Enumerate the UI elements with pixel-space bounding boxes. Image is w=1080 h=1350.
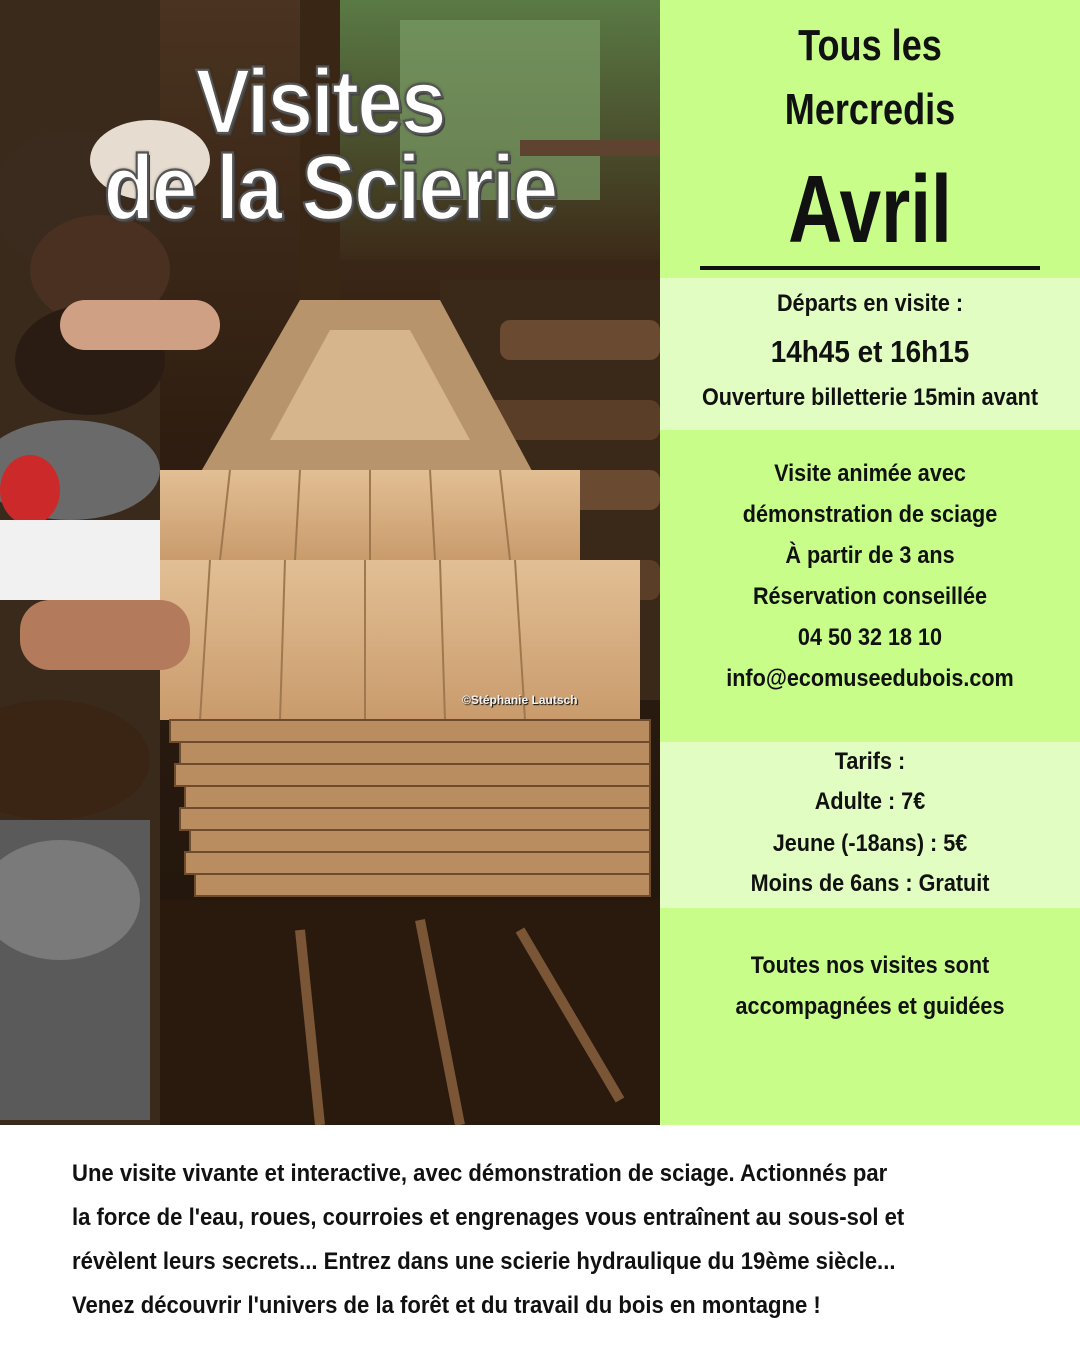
phone-number[interactable]: 04 50 32 18 10 <box>797 624 943 651</box>
footer-line2: la force de l'eau, roues, courroies et engrenages vous entraînent au sous-sol et <box>72 1204 905 1231</box>
visit-description-line2: démonstration de sciage <box>742 501 998 528</box>
departure-times: 14h45 et 16h15 <box>770 334 970 369</box>
booking-advice: Réservation conseillée <box>752 583 988 610</box>
ticket-office-note: Ouverture billetterie 15min avant <box>701 384 1039 411</box>
price-child: Moins de 6ans : Gratuit <box>750 870 990 897</box>
footer-line1: Une visite vivante et interactive, avec démonstration de sciage. Actionnés par <box>72 1160 888 1187</box>
schedule-line1: Tous les <box>798 21 942 70</box>
visit-description-line1: Visite animée avec <box>774 460 966 487</box>
price-youth: Jeune (-18ans) : 5€ <box>772 830 968 857</box>
event-title <box>0 51 660 240</box>
departures-label: Départs en visite : <box>776 290 964 317</box>
prices-label: Tarifs : <box>834 748 906 775</box>
month-heading: Avril <box>788 156 952 263</box>
price-adult: Adulte : 7€ <box>814 788 926 815</box>
event-title-line2: de la Scierie <box>103 137 557 240</box>
prices-section <box>660 742 1080 908</box>
photo-credit: ©Stéphanie Lautsch <box>462 693 578 707</box>
contact-email[interactable]: info@ecomuseedubois.com <box>726 665 1014 692</box>
schedule-line2: Mercredis <box>784 85 956 134</box>
departures-section <box>660 278 1080 430</box>
event-title-line1: Visites <box>195 51 445 154</box>
info-panel <box>660 0 1080 1125</box>
divider <box>700 266 1040 270</box>
footer-line3: révèlent leurs secrets... Entrez dans une scierie hydraulique du 19ème siècle... <box>72 1248 896 1275</box>
guided-note-line1: Toutes nos visites sont <box>750 952 990 979</box>
footer-description <box>72 1152 946 1328</box>
footer-line4: Venez découvrir l'univers de la forêt et du travail du bois en montagne ! <box>72 1292 821 1319</box>
minimum-age: À partir de 3 ans <box>785 542 955 569</box>
guided-note-line2: accompagnées et guidées <box>735 993 1005 1020</box>
